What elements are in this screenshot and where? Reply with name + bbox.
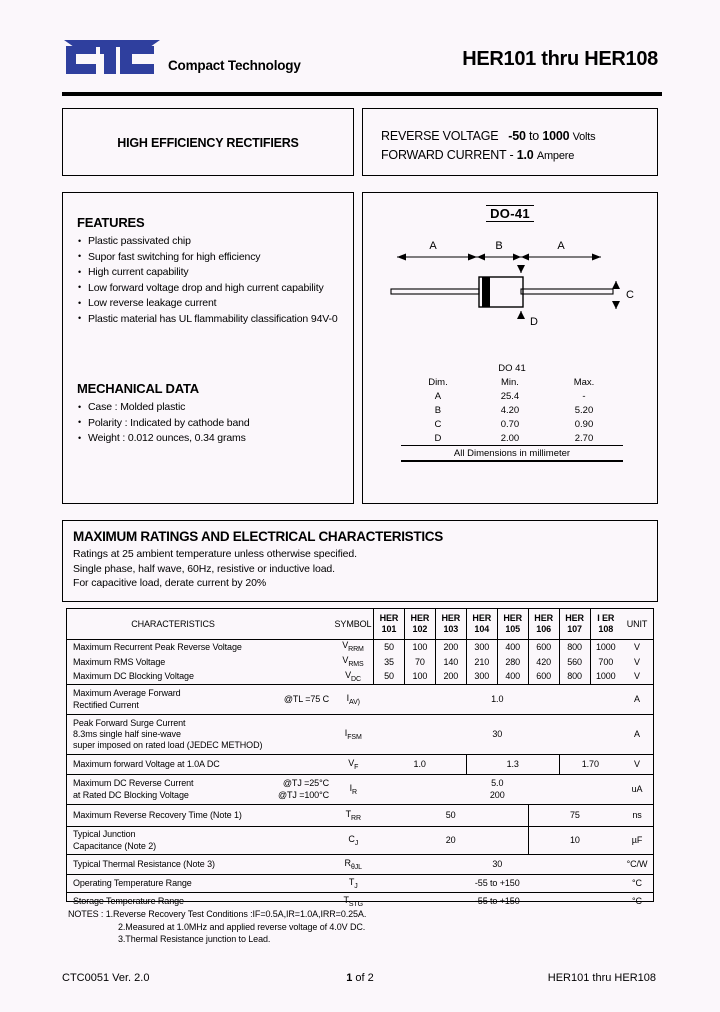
table-row [401, 389, 623, 403]
characteristic-name: Maximum Average Forward Rectified Current [67, 684, 273, 714]
symbol: $T_{RR}$ [333, 804, 374, 826]
product-type-title: HIGH EFFICIENCY RECTIFIERS [117, 136, 299, 150]
condition [273, 804, 333, 826]
dim-max: 2.70 [574, 432, 594, 444]
table-row [67, 754, 653, 774]
forward-current-spec [381, 146, 595, 165]
symbol: $I_{AV)}$ [333, 684, 374, 714]
dim-name: B [434, 404, 442, 416]
value-her106: 420 [528, 654, 559, 669]
value-her106: 600 [528, 639, 559, 654]
reverse-voltage-dash: - [508, 129, 513, 143]
col-header-her107: HER 107 [559, 609, 590, 639]
dim-caption: DO 41 [498, 362, 526, 374]
table-row [67, 654, 653, 669]
dim-max: 5.20 [574, 404, 594, 416]
characteristics-table-container [66, 608, 654, 908]
sheet-content [56, 20, 664, 992]
package-name-banner [363, 205, 657, 223]
table-row [67, 874, 653, 892]
dim-name: D [434, 432, 442, 444]
footer-part-range: HER101 thru HER108 [547, 972, 656, 984]
value-group-101-106: 50 [374, 804, 529, 826]
value-her102: 100 [404, 639, 435, 654]
list-item: • Low reverse leakage current [77, 296, 345, 312]
ctc-logo-icon [62, 34, 162, 78]
value-her108: 1000 [590, 639, 621, 654]
value-all-parts: -55 to +150 [474, 896, 520, 907]
reverse-voltage-max: 1000 [542, 129, 570, 143]
dim-min: 25.4 [500, 390, 520, 402]
value-group-104-106: 1.3 [466, 754, 559, 774]
forward-current-unit: Ampere [536, 150, 575, 162]
forward-current-value: 1.0 [516, 148, 534, 162]
table-row [67, 669, 653, 684]
notes-section [68, 908, 366, 946]
unit: A [621, 714, 653, 754]
unit: V [634, 656, 640, 667]
reverse-voltage-to: to [529, 129, 540, 143]
dim-caption-row [401, 361, 623, 375]
value-her107: 560 [559, 654, 590, 669]
characteristic-name: Peak Forward Surge Current 8.3ms single half sine-wave super imposed on rated load (JEDEC METHOD) [67, 714, 273, 754]
table-row [67, 684, 653, 714]
features-section [77, 215, 345, 327]
characteristic-name: Maximum Reverse Recovery Time (Note 1) [67, 804, 273, 826]
unit: °C/W [621, 854, 653, 874]
unit: A [621, 684, 653, 714]
condition [273, 874, 333, 892]
table-row [401, 417, 623, 431]
col-header-her106: HER 106 [528, 609, 559, 639]
ratings-notice-box [62, 520, 658, 602]
value-her101: 50 [374, 669, 405, 684]
dimensions-table [401, 361, 623, 462]
table-row [401, 403, 623, 417]
reverse-voltage-min: 50 [512, 129, 526, 143]
mechanical-data-section [77, 381, 345, 447]
reverse-voltage-label: REVERSE VOLTAGE [381, 129, 499, 143]
table-row [67, 714, 653, 754]
package-box [362, 192, 658, 504]
unit: V [621, 754, 653, 774]
features-title: FEATURES [77, 215, 145, 230]
page-header [56, 20, 664, 92]
value-her104: 300 [466, 639, 497, 654]
list-item: • Plastic material has UL flammability classification 94V-0 [77, 312, 345, 328]
symbol: $T_J$ [333, 874, 374, 892]
symbol: $I_R$ [333, 774, 374, 804]
value-group-107-108: 1.70 [559, 754, 621, 774]
characteristics-table [67, 609, 653, 910]
dim-footnote: All Dimensions in millimeter [401, 446, 623, 462]
characteristic-name: Typical Thermal Resistance (Note 3) [67, 854, 273, 874]
characteristic-name: Maximum RMS Voltage [73, 656, 166, 667]
condition [273, 826, 333, 854]
col-header-characteristics: CHARACTERISTICS [67, 609, 273, 639]
features-box [62, 192, 354, 504]
condition: @TJ =25°C @TJ =100°C [273, 774, 333, 804]
value-her107: 800 [559, 669, 590, 684]
list-item: • Polarity : Indicated by cathode band [77, 416, 345, 432]
table-header-row [401, 375, 623, 389]
value-her101: 50 [374, 639, 405, 654]
table-row [67, 826, 653, 854]
value-her103: 200 [435, 639, 466, 654]
col-header-her102: HER 102 [404, 609, 435, 639]
col-header-unit: UNIT [621, 609, 653, 639]
dim-col-min: Min. [500, 376, 519, 388]
condition [273, 669, 333, 684]
ratings-line-3: For capacitive load, derate current by 20% [73, 577, 267, 589]
mechanical-data-title: MECHANICAL DATA [77, 381, 199, 396]
table-header-row [67, 609, 653, 639]
list-item: • Case : Molded plastic [77, 400, 345, 416]
condition [273, 714, 333, 754]
note-2: 2.Measured at 1.0MHz and applied reverse voltage of 4.0V DC. [118, 921, 366, 932]
dim-max: - [582, 390, 586, 402]
value-group-101-103: 1.0 [374, 754, 467, 774]
value-all-parts: 5.0 200 [374, 774, 622, 804]
list-item: • Weight : 0.012 ounces, 0.34 grams [77, 431, 345, 447]
value-group-107-108: 10 [528, 826, 621, 854]
col-header-her104: HER 104 [466, 609, 497, 639]
dim-name: C [434, 418, 442, 430]
value-group-107-108: 75 [528, 804, 621, 826]
value-her103: 140 [435, 654, 466, 669]
unit: uA [621, 774, 653, 804]
unit: °C [632, 896, 642, 907]
product-type-box [62, 108, 354, 176]
col-header-her101: HER 101 [374, 609, 405, 639]
dim-label-b: B [495, 240, 503, 252]
value-her107: 800 [559, 639, 590, 654]
list-item: • Plastic passivated chip [77, 234, 345, 250]
value-her108: 700 [590, 654, 621, 669]
top-summary-row [62, 108, 658, 176]
list-item: • Low forward voltage drop and high current capability [77, 281, 345, 297]
forward-current-label: FORWARD CURRENT - [381, 148, 514, 162]
symbol: $V_{RRM}$ [342, 640, 364, 654]
unit: µF [621, 826, 653, 854]
features-list [77, 234, 345, 327]
value-group-101-106: 20 [374, 826, 529, 854]
symbol: $V_{RMS}$ [342, 655, 364, 668]
characteristic-name: Maximum DC Reverse Current at Rated DC Blocking Voltage [67, 774, 273, 804]
page-title: HER101 thru HER108 [462, 48, 658, 70]
col-header-condition-spacer [273, 609, 333, 639]
characteristic-name: Storage Temperature Range [73, 896, 184, 907]
header-divider [62, 92, 662, 96]
note-3: 3.Thermal Resistance junction to Lead. [118, 934, 271, 944]
value-her102: 70 [404, 654, 435, 669]
table-row [67, 774, 653, 804]
value-her108: 1000 [590, 669, 621, 684]
footer-page-number: 1 of 2 [346, 972, 374, 984]
unit: V [634, 641, 640, 652]
col-header-her108: I ER 108 [590, 609, 621, 639]
dim-min: 0.70 [500, 418, 520, 430]
symbol: $V_F$ [333, 754, 374, 774]
col-header-her105: HER 105 [497, 609, 528, 639]
condition [273, 854, 333, 874]
characteristic-name: Typical Junction Capacitance (Note 2) [67, 826, 273, 854]
characteristic-name: Maximum Recurrent Peak Reverse Voltage [73, 641, 242, 652]
unit: °C [621, 874, 653, 892]
condition [273, 654, 333, 669]
col-header-her103: HER 103 [435, 609, 466, 639]
value-all-parts: 1.0 [374, 684, 622, 714]
note-1: 1.Reverse Recovery Test Conditions :IF=0.5A,IR=1.0A,IRR=0.25A. [105, 909, 367, 919]
footer-doc-id: CTC0051 Ver. 2.0 [62, 972, 150, 984]
dim-col-max: Max. [573, 376, 595, 388]
value-her101: 35 [374, 654, 405, 669]
value-her104: 210 [466, 654, 497, 669]
detail-row [62, 192, 658, 504]
characteristic-name: Maximum forward Voltage at 1.0A DC [67, 754, 273, 774]
col-header-symbol: SYMBOL [333, 609, 374, 639]
dim-label-d: D [530, 316, 538, 328]
ratings-line-1: Ratings at 25 ambient temperature unless otherwise specified. [73, 548, 357, 560]
symbol: $I_{FSM}$ [333, 714, 374, 754]
value-all-parts: -55 to +150 [374, 874, 622, 892]
dim-min: 4.20 [500, 404, 520, 416]
dim-col-dim: Dim. [428, 376, 448, 388]
reverse-voltage-spec [381, 127, 595, 146]
value-her105: 400 [497, 639, 528, 654]
characteristic-name: Operating Temperature Range [67, 874, 273, 892]
value-her104: 300 [466, 669, 497, 684]
value-her103: 200 [435, 669, 466, 684]
symbol: $T_{STG}$ [343, 894, 363, 908]
dim-label-c: C [626, 289, 634, 301]
table-row [67, 854, 653, 874]
table-row [67, 639, 653, 654]
dim-footnote-row [401, 446, 623, 462]
table-row [67, 804, 653, 826]
package-name: DO-41 [486, 205, 534, 222]
dim-name: A [434, 390, 442, 402]
characteristic-name: Maximum DC Blocking Voltage [67, 669, 273, 684]
dim-label-a-right: A [557, 240, 565, 252]
notes-line-1 [68, 908, 366, 921]
list-item: • High current capability [77, 265, 345, 281]
brand-name: Compact Technology [168, 58, 301, 73]
table-row [401, 431, 623, 446]
condition [273, 639, 333, 654]
unit: ns [621, 804, 653, 826]
value-her105: 280 [497, 654, 528, 669]
unit: V [621, 669, 653, 684]
ratings-title: MAXIMUM RATINGS AND ELECTRICAL CHARACTERISTICS [73, 529, 443, 544]
value-her106: 600 [528, 669, 559, 684]
symbol: $R_{\theta JL}$ [333, 854, 374, 874]
list-item: • Supor fast switching for high efficiency [77, 250, 345, 266]
dim-min: 2.00 [500, 432, 520, 444]
symbol: $V_{DC}$ [333, 669, 374, 684]
ratings-line-2: Single phase, half wave, 60Hz, resistive or inductive load. [73, 562, 335, 575]
dim-max: 0.90 [574, 418, 594, 430]
symbol: $C_J$ [333, 826, 374, 854]
package-drawing [373, 229, 649, 339]
dim-label-a-left: A [429, 240, 437, 252]
mechanical-data-list [77, 400, 345, 447]
reverse-voltage-unit: Volts [572, 131, 596, 143]
key-specs-box [362, 108, 658, 176]
notes-label: NOTES : [68, 909, 104, 919]
value-all-parts: 30 [374, 714, 622, 754]
condition [273, 754, 333, 774]
condition: @TL =75 C [273, 684, 333, 714]
value-her102: 100 [404, 669, 435, 684]
value-all-parts: 30 [374, 854, 622, 874]
value-her105: 400 [497, 669, 528, 684]
